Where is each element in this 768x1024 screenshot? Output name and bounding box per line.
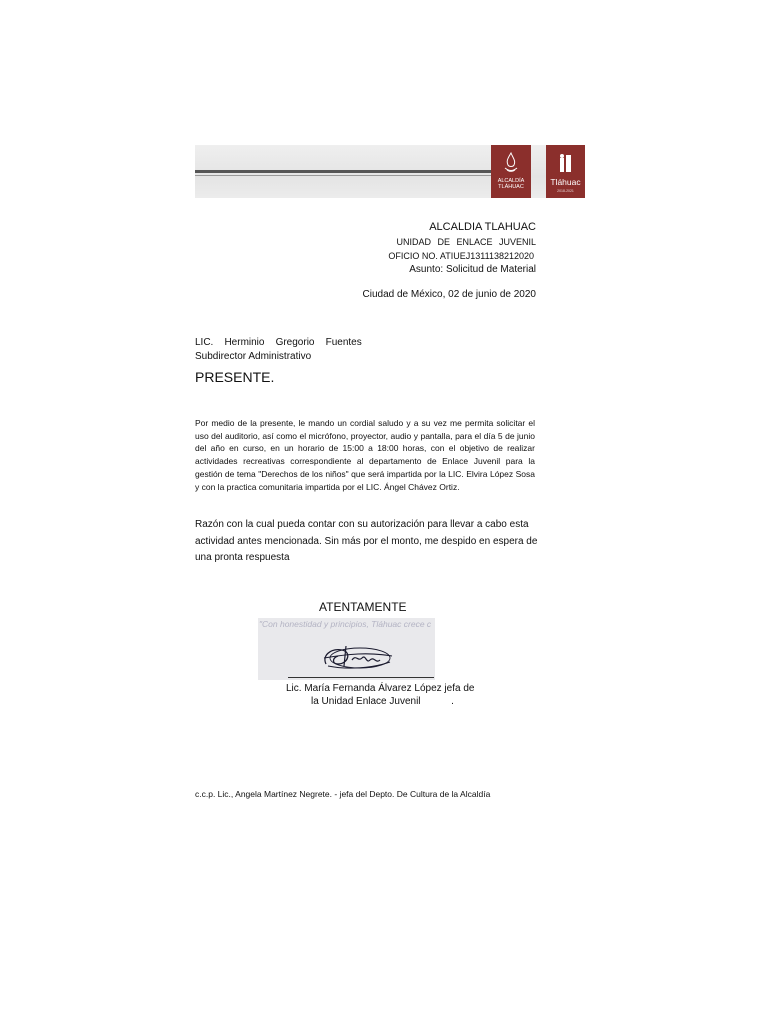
signer-line-2: la Unidad Enlace Juvenil .	[311, 696, 454, 707]
recipient-name: LIC. Herminio Gregorio Fuentes	[195, 337, 362, 348]
body-paragraph-2: Razón con la cual pueda contar con su autorización para llevar a cabo esta actividad antes mencionada. Sin más por el monto, me despido en espera de una pronta respuesta	[195, 519, 538, 563]
body-paragraph-1: Por medio de la presente, le mando un cordial saludo y a su vez me permita solicitar el uso del auditorio, así como el micrófono, proyector, audio y pantalla, para el día 5 de junio del año en curso, en un horario de 15:00 a 18:00 horas, con el objetivo de realizar actividades recreativas correspondiente al departamento de Enlace Juvenil para la gestión de tema "Derechos de los niños" que será impartida por la LIC. Elvira López Sosa y con la practica comunitaria impartida por el LIC. Ángel Chávez Ortiz.	[195, 418, 535, 492]
atentamente-heading: ATENTAMENTE	[319, 600, 407, 614]
tlahuac-logo	[546, 145, 585, 198]
asunto: Asunto: Solicitud de Material	[409, 264, 536, 275]
tlahuac-logo-label: Tláhuac	[550, 177, 581, 187]
presente-heading: PRESENTE.	[195, 369, 275, 385]
date-line: Ciudad de México, 02 de junio de 2020	[362, 289, 536, 300]
tlahuac-logo-sub: 2018-2021	[557, 189, 574, 193]
signer-line-1: Lic. María Fernanda Álvarez López jefa de	[286, 683, 475, 694]
sender-unit: UNIDAD DE ENLACE JUVENIL	[396, 237, 536, 247]
flame-icon	[503, 152, 519, 174]
ccp-footer: c.c.p. Lic., Angela Martínez Negrete. - jefa del Depto. De Cultura de la Alcaldía	[195, 789, 491, 799]
signature-block	[258, 618, 435, 680]
motto-text: "Con honestidad y principios, Tláhuac crece c	[259, 619, 432, 629]
signature-rule	[288, 677, 434, 678]
alcaldia-logo-label: ALCALDÍA TLÁHUAC	[497, 178, 525, 190]
handwritten-signature	[318, 634, 398, 674]
sender-org: ALCALDIA TLAHUAC	[429, 221, 536, 233]
alcaldia-logo	[491, 145, 531, 198]
banner-rule	[195, 170, 491, 173]
recipient-title: Subdirector Administrativo	[195, 351, 312, 362]
oficio-number: OFICIO NO. ATIUEJ1311138212020	[388, 251, 534, 261]
banner-rule-thin	[195, 175, 491, 176]
tlahuac-glyph-icon	[559, 153, 573, 173]
letterhead-banner	[195, 145, 585, 198]
